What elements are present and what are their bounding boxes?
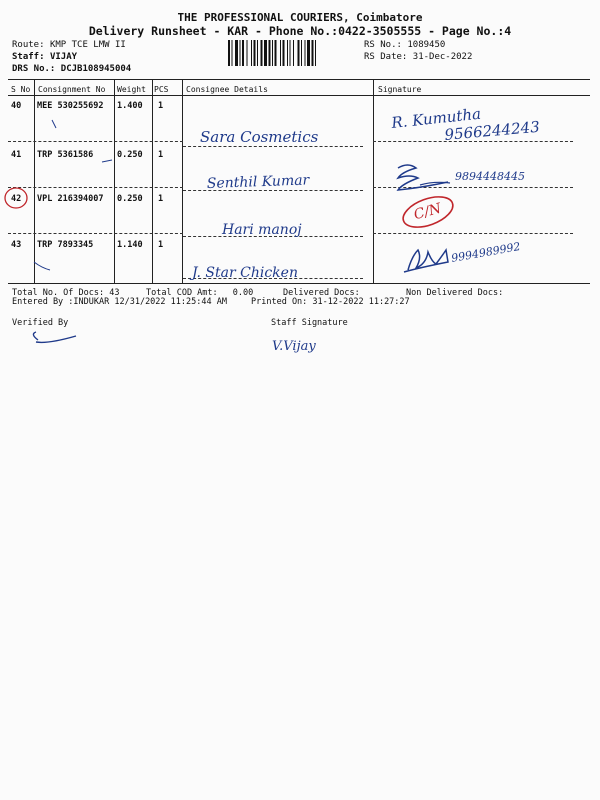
row-weight: 1.400 (117, 101, 143, 111)
row-pcs: 1 (158, 150, 164, 160)
col-header-consignment: Consignment No (38, 85, 106, 94)
cod-label: Total COD Amt: (146, 288, 218, 298)
row-consignment: VPL 216394007 (37, 194, 104, 204)
signature-scribble (398, 165, 448, 190)
pen-mark (102, 160, 112, 162)
entered-by-line (12, 297, 227, 307)
cn-mark: C/N (412, 200, 444, 224)
row-consignment: TRP 5361586 (37, 150, 94, 160)
staff-label: Staff: (12, 52, 45, 62)
row-weight: 0.250 (117, 150, 143, 160)
route-label: Route: (12, 40, 45, 50)
rs-date-value: 31-Dec-2022 (412, 52, 473, 62)
consignee-handwriting: J. Star Chicken (192, 265, 298, 281)
row-42-circle (5, 188, 27, 208)
rs-no-value: 1089450 (407, 40, 446, 50)
printed-on-label: Printed On: (251, 297, 308, 307)
phone-handwriting: 9566244243 (443, 117, 541, 144)
col-header-weight: Weight (117, 85, 146, 94)
rs-date-label: RS Date: (364, 52, 408, 62)
row-weight: 1.140 (117, 240, 143, 250)
verified-by-signature (33, 332, 76, 342)
pen-mark (52, 120, 56, 128)
consignee-handwriting: Senthil Kumar (206, 172, 310, 192)
row-sno: 43 (11, 240, 22, 250)
col-header-pcs: PCS (154, 85, 169, 94)
route-value: KMP TCE LMW II (49, 40, 126, 50)
row-weight: 0.250 (117, 194, 143, 204)
printed-on-line (251, 297, 410, 307)
row-sno: 41 (11, 150, 22, 160)
runsheet-subtitle: Delivery Runsheet - KAR - Phone No.:0422-3505555 - Page No.:4 (88, 24, 512, 38)
col-header-consignee: Consignee Details (186, 85, 268, 94)
col-header-sno: S No (11, 85, 31, 94)
total-docs-value: 43 (109, 288, 120, 298)
consignee-handwriting: Sara Cosmetics (200, 128, 319, 146)
delivered-docs-label: Delivered Docs: (283, 288, 360, 298)
phone-handwriting: 9894448445 (455, 170, 525, 183)
row-pcs: 1 (158, 194, 164, 204)
cod-value: 0.00 (232, 288, 254, 298)
pen-mark (34, 262, 50, 270)
consignee-handwriting: Hari manoj (222, 222, 302, 238)
entered-by-label: Entered By : (12, 297, 74, 307)
entered-by-value: INDUKAR 12/31/2022 11:25:44 AM (73, 297, 227, 307)
signature-handwriting: R. Kumutha (390, 104, 482, 132)
verified-by-label: Verified By (12, 318, 69, 328)
staff-value: VIJAY (49, 52, 78, 62)
row-consignment: TRP 7893345 (37, 240, 94, 250)
non-delivered-docs-label: Non Delivered Docs: (406, 288, 504, 298)
drs-value: DCJB108945004 (60, 64, 132, 74)
phone-handwriting: 9994989992 (450, 239, 522, 265)
printed-on-value: 31-12-2022 11:27:27 (312, 297, 410, 307)
row-pcs: 1 (158, 240, 164, 250)
total-docs-label: Total No. Of Docs: (12, 288, 105, 298)
col-header-signature: Signature (378, 85, 422, 94)
staff-signature-label: Staff Signature (271, 318, 348, 328)
staff-signature-handwriting: V.Vijay (272, 339, 316, 354)
company-title: THE PROFESSIONAL COURIERS, Coimbatore (177, 11, 423, 24)
row-sno: 42 (11, 194, 22, 204)
drs-label: DRS No.: (12, 64, 56, 74)
rs-no-label: RS No.: (364, 40, 402, 50)
row-pcs: 1 (158, 101, 164, 111)
row-consignment: MEE 530255692 (37, 101, 104, 111)
row-sno: 40 (11, 101, 22, 111)
signature-scribble (404, 250, 448, 272)
